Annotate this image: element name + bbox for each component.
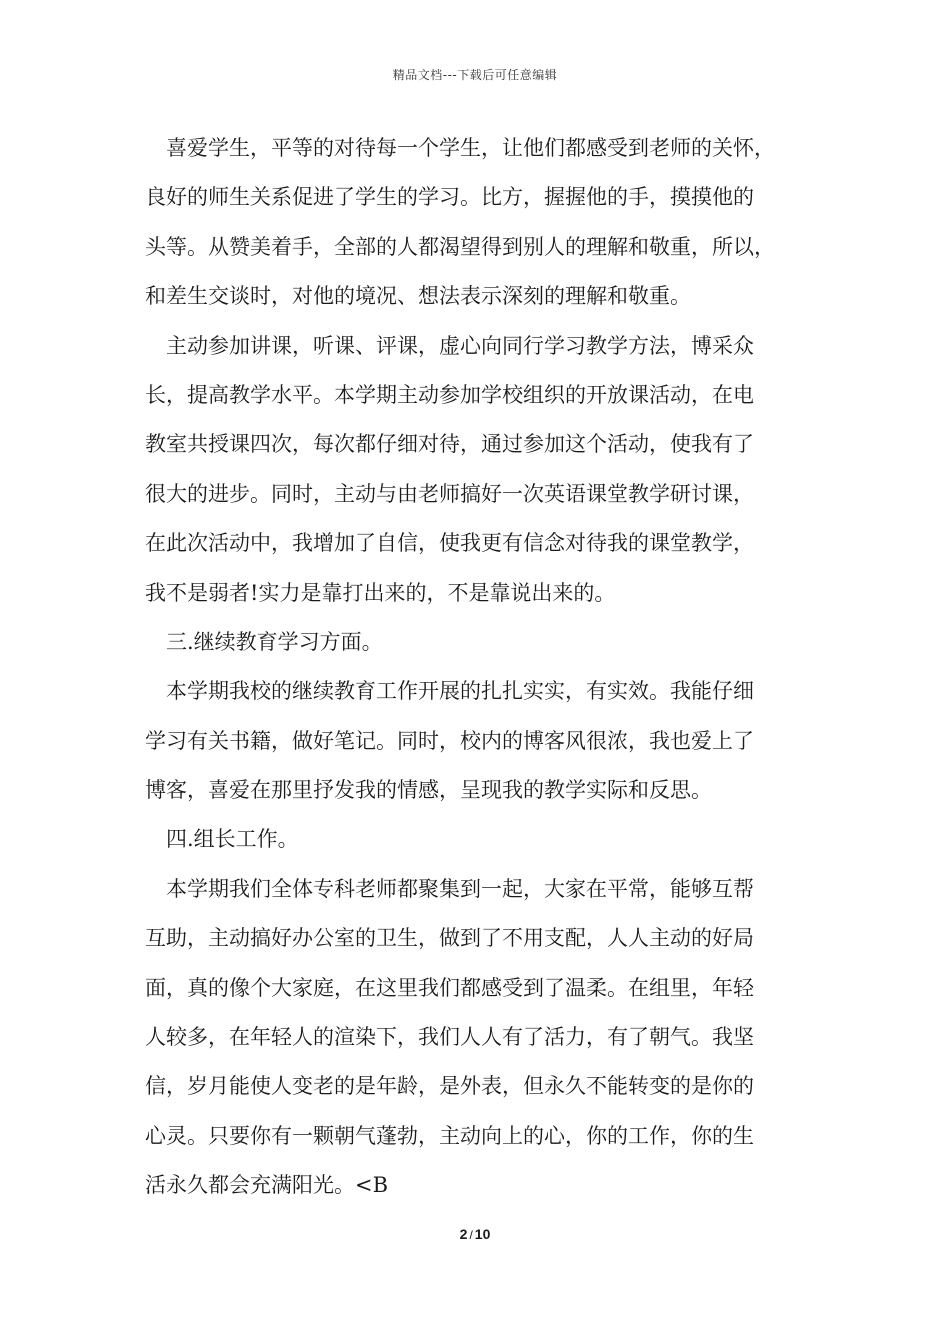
text-line: 活永久都会充满阳光。<B xyxy=(145,1173,389,1198)
text-line: 本学期我们全体专科老师都聚集到一起，大家在平常，能够互帮 xyxy=(166,876,754,901)
text-line: 在此次活动中，我增加了自信，使我更有信念对待我的课堂教学， xyxy=(145,531,754,556)
text-line: 本学期我校的继续教育工作开展的扎扎实实，有实效。我能仔细 xyxy=(166,679,754,704)
text-line: 我不是弱者!实力是靠打出来的，不是靠说出来的。 xyxy=(145,580,616,605)
page-number xyxy=(0,1226,950,1242)
text-line: 信，岁月能使人变老的是年龄，是外表，但永久不能转变的是你的 xyxy=(145,1074,754,1099)
text-line: 良好的师生关系促进了学生的学习。比方，握握他的手，摸摸他的 xyxy=(145,185,754,210)
document-body xyxy=(145,124,825,1211)
total-pages-number: 10 xyxy=(474,1226,491,1242)
page-separator: / xyxy=(469,1228,473,1242)
text-line: 互助，主动搞好办公室的卫生，做到了不用支配，人人主动的好局 xyxy=(145,926,754,951)
text-line: 人较多，在年轻人的渲染下，我们人人有了活力，有了朝气。我坚 xyxy=(145,1025,754,1050)
text-line: 学习有关书籍，做好笔记。同时，校内的博客风很浓，我也爱上了 xyxy=(145,728,754,753)
text-line: 博客，喜爱在那里抒发我的情感，呈现我的教学实际和反思。 xyxy=(145,778,712,803)
text-line: 很大的进步。同时，主动与由老师搞好一次英语课堂教学研讨课， xyxy=(145,481,754,506)
text-line: 四.组长工作。 xyxy=(166,827,299,852)
current-page-number: 2 xyxy=(459,1226,468,1242)
text-line: 面，真的像个大家庭，在这里我们都感受到了温柔。在组里，年轻 xyxy=(145,975,754,1000)
text-line: 教室共授课四次，每次都仔细对待，通过参加这个活动，使我有了 xyxy=(145,432,754,457)
page-header: 精品文档---下载后可任意编辑 xyxy=(392,68,558,82)
text-line: 头等。从赞美着手，全部的人都渴望得到别人的理解和敬重，所以， xyxy=(145,234,775,259)
text-line: 主动参加讲课，听课、评课，虚心向同行学习教学方法，博采众 xyxy=(166,333,754,358)
text-line: 心灵。只要你有一颗朝气蓬勃，主动向上的心，你的工作，你的生 xyxy=(145,1123,754,1148)
text-line: 喜爱学生，平等的对待每一个学生，让他们都感受到老师的关怀， xyxy=(166,136,775,160)
text-line: 和差生交谈时，对他的境况、想法表示深刻的理解和敬重。 xyxy=(145,284,691,309)
text-line: 长，提高教学水平。本学期主动参加学校组织的开放课活动，在电 xyxy=(145,382,754,407)
text-line: 三.继续教育学习方面。 xyxy=(166,629,383,654)
